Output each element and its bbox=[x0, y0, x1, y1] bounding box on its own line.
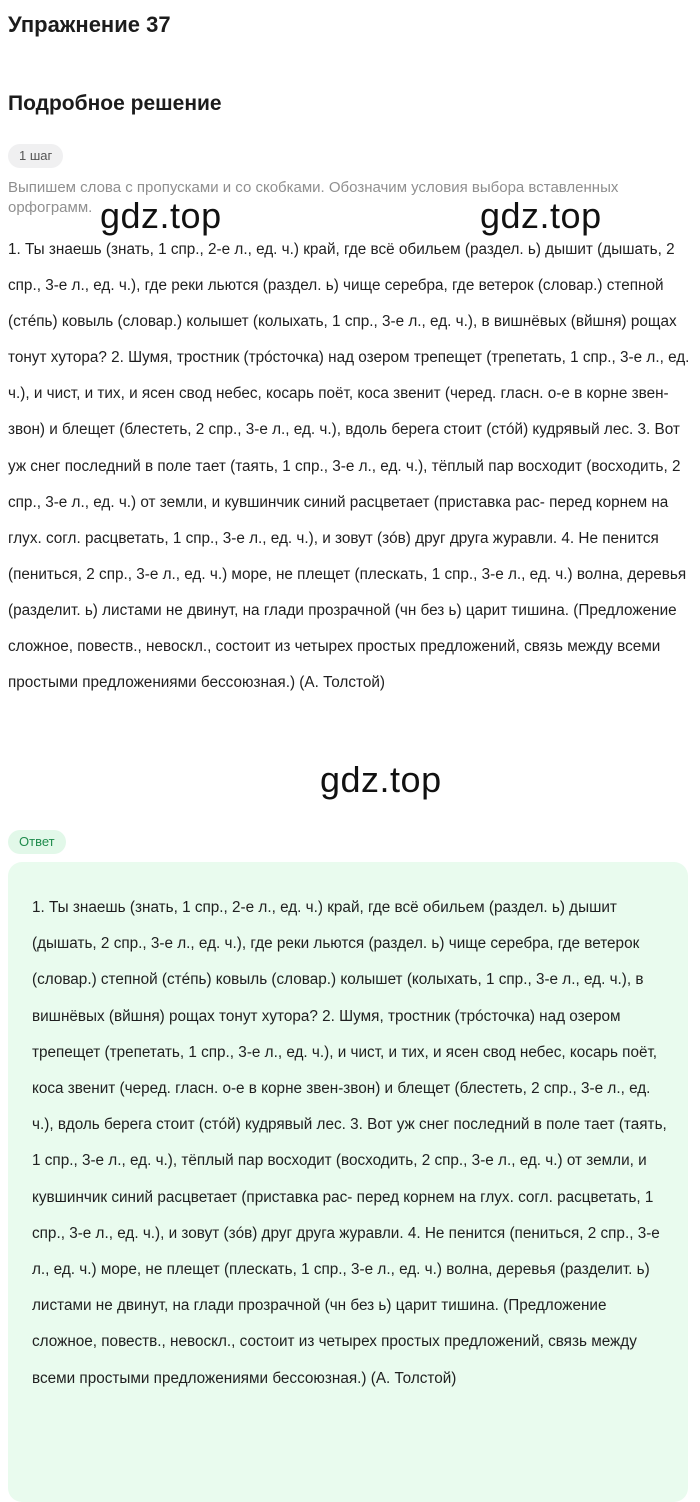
answer-text: 1. Ты знаешь (знать, 1 спр., 2-е л., ед. ч.) край, где всё обильем (раздел. ь) дышит (дышать, 2 спр., 3-е л., ед. ч.), где реки льются (раздел. ь) чище серебра, где ветерок (словар.) степной (стéпь) ковыль (словар.) колышет (колыхать, 1 спр., 3-е л., ед. ч.), в вишнёвых (вйшня) рощах тонут хутора? 2. Шумя, тростник (трóсточка) над озером трепещет (трепетать, 1 спр., 3-е л., ед. ч.), и чист, и тих, и ясен свод небес, косарь поёт, коса звенит (черед. гласн. о-е в корне звен-звон) и блещет (блестеть, 2 спр., 3-е л., ед. ч.), вдоль берега стоит (стóй) кудрявый лес. 3. Вот уж снег последний в поле тает (таять, 1 спр., 3-е л., ед. ч.), тёплый пар восходит (восходить, 2 спр., 3-е л., ед. ч.) от земли, и кувшинчик синий расцветает (приставка рас- перед корнем на глух. согл. расцветать, 1 спр., 3-е л., ед. ч.), и зовут (зóв) друг друга журавли. 4. Не пенится (пениться, 2 спр., 3-е л., ед. ч.) море, не плещет (плескать, 1 спр., 3-е л., ед. ч.) волна, деревья (разделит. ь) листами не двинут, на глади прозрачной (чн без ь) царит тишина. (Предложение сложное, повеств., невоскл., состоит из четырех простых предложений, связь между всеми простыми предложениями бессоюзная.) (А. Толстой) bbox=[32, 899, 667, 1387]
answer-box bbox=[8, 862, 688, 1502]
step-solution-text: 1. Ты знаешь (знать, 1 спр., 2-е л., ед. ч.) край, где всё обильем (раздел. ь) дышит (дышать, 2 спр., 3-е л., ед. ч.), где реки льются (раздел. ь) чище серебра, где ветерок (словар.) степной (стéпь) ковыль (словар.) колышет (колыхать, 1 спр., 3-е л., ед. ч.), в вишнёвых (вйшня) рощах тонут хутора? 2. Шумя, тростник (трóсточка) над озером трепещет (трепетать, 1 спр., 3-е л., ед. ч.), и чист, и тих, и ясен свод небес, косарь поёт, коса звенит (черед. гласн. о-е в корне звен-звон) и блещет (блестеть, 2 спр., 3-е л., ед. ч.), вдоль берега стоит (стóй) кудрявый лес. 3. Вот уж снег последний в поле тает (таять, 1 спр., 3-е л., ед. ч.), тёплый пар восходит (восходить, 2 спр., 3-е л., ед. ч.) от земли, и кувшинчик синий расцветает (приставка рас- перед корнем на глух. согл. расцветать, 1 спр., 3-е л., ед. ч.), и зовут (зóв) друг друга журавли. 4. Не пенится (пениться, 2 спр., 3-е л., ед. ч.) море, не плещет (плескать, 1 спр., 3-е л., ед. ч.) волна, деревья (разделит. ь) листами не двинут, на глади прозрачной (чн без ь) царит тишина. (Предложение сложное, повеств., невоскл., состоит из четырех простых предложений, связь между всеми простыми предложениями бессоюзная.) (А. Толстой) bbox=[8, 241, 690, 692]
answer-badge: Ответ bbox=[8, 830, 66, 854]
watermark: gdz.top bbox=[100, 195, 222, 236]
step-badge: 1 шаг bbox=[8, 144, 63, 168]
watermark: gdz.top bbox=[320, 759, 442, 800]
section-title: Подробное решение bbox=[8, 92, 222, 115]
step-intro: Выпишем слова с пропусками и со скобками. Обозначим условия выбора вставленных орфограмм. bbox=[8, 179, 619, 216]
page-title: Упражнение 37 bbox=[8, 12, 171, 37]
watermark: gdz.top bbox=[480, 195, 602, 236]
